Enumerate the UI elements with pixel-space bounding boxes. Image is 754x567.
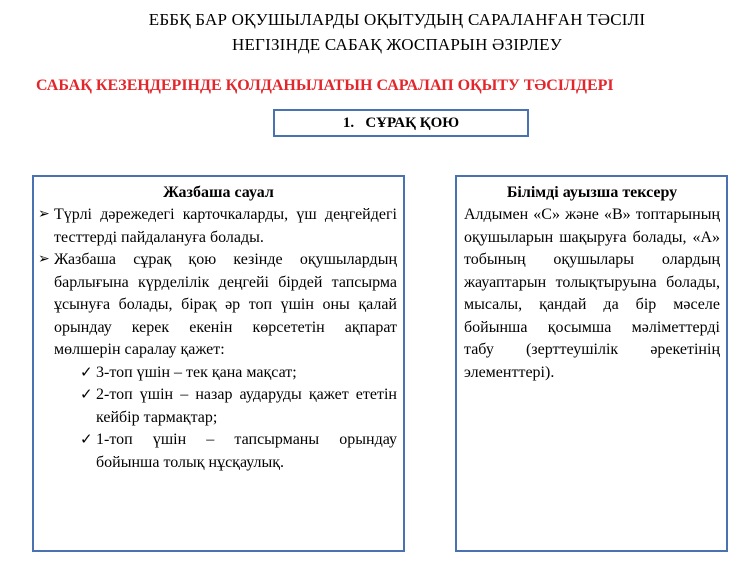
arrow-bullet-icon: ➢	[38, 207, 50, 222]
list-item	[40, 249, 397, 362]
section-label-box	[273, 109, 529, 137]
checkmark-icon: ✓	[80, 432, 93, 448]
oral-check-heading: Білімді ауызша тексеру	[506, 184, 678, 201]
list-item	[80, 429, 397, 474]
page-title-line-1: ЕББҚ БАР ОҚУШЫЛАРДЫ ОҚЫТУДЫҢ САРАЛАНҒАН ТӘСІЛІ	[148, 10, 646, 29]
section-label: 1. СҰРАҚ ҚОЮ	[342, 114, 460, 131]
checkmark-icon: ✓	[80, 387, 93, 403]
page-title-line-2: НЕГІЗІНДЕ САБАҚ ЖОСПАРЫН ӘЗІРЛЕУ	[232, 35, 562, 54]
bullet-text: Жазбаша сұрақ қою кезінде оқушылардың барлығына күрделілік деңгейі бірдей тапсырма ұсынуға болады, бірақ әр топ үшін оны қалай орындау керек екенін көрсететін ақпарат мөлшерін саралау қажет:	[54, 251, 397, 358]
check-text: 3-топ үшін – тек қана мақсат;	[96, 363, 297, 381]
bullet-text: Түрлі дәрежедегі карточкаларды, үш деңгейдегі тесттерді пайдалануға болады.	[54, 206, 397, 246]
arrow-bullet-icon: ➢	[38, 252, 50, 267]
check-text: 2-топ үшін – назар аударуды қажет ететін кейбір тармақтар;	[96, 386, 397, 426]
written-questions-heading: Жазбаша сауал	[163, 184, 274, 201]
oral-check-text: Алдымен «С» және «В» топтарының оқушыларын шақыруға болады, «А» тобының оқушылары олардың жауаптарын толықтыруына болады, мысалы, қандай да бір мәселе бойынша қосымша мәліметтерді табу (зерттеушілік әрекетінің элементтері).	[464, 206, 720, 381]
check-text: 1-топ үшін – тапсырманы орындау бойынша толық нұсқаулық.	[96, 431, 397, 471]
written-questions-panel	[32, 175, 405, 552]
oral-check-panel	[455, 175, 728, 552]
list-item	[80, 384, 397, 429]
page-subtitle: САБАҚ КЕЗЕҢДЕРІНДЕ ҚОЛДАНЫЛАТЫН САРАЛАП ОҚЫТУ ТӘСІЛДЕРІ	[36, 77, 614, 94]
list-item	[40, 204, 397, 249]
checkmark-icon: ✓	[80, 364, 93, 381]
list-item	[80, 362, 397, 385]
